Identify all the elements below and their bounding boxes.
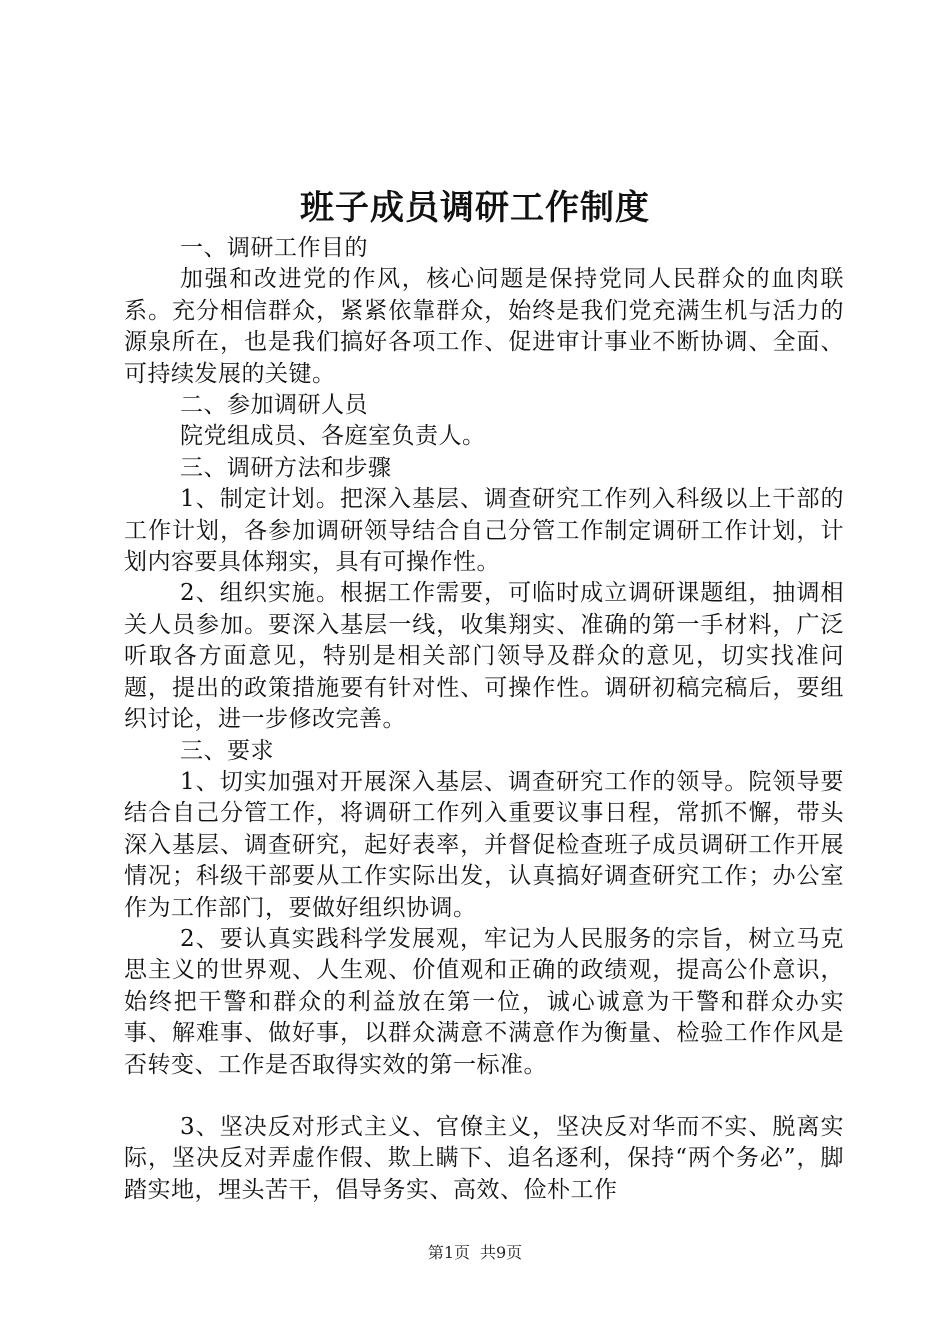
section-heading-participants: 二、参加调研人员 <box>180 392 368 419</box>
paragraph-requirements-3: 3、坚决反对形式主义、官僚主义，坚决反对华而不实、脱离实际，坚决反对弄虚作假、欺上瞒下、追名逐利，保持“两个务必”，脚踏实地，埋头苦干，倡导务实、高效、俭朴工作 <box>124 1113 844 1203</box>
document-body <box>124 233 844 1206</box>
paragraph-requirements-2: 2、要认真实践科学发展观，牢记为人民服务的宗旨，树立马克思主义的世界观、人生观、价值观和正确的政绩观，提高公仆意识，始终把干警和群众的利益放在第一位，诚心诚意为干警和群众办实事、解难事、做好事，以群众满意不满意作为衡量、检验工作作风是否转变、工作是否取得实效的第一标准。 <box>124 925 844 1078</box>
section-heading-methods: 三、调研方法和步骤 <box>180 454 392 481</box>
paragraph-methods-1: 1、制定计划。把深入基层、调查研究工作列入科级以上干部的工作计划，各参加调研领导结合自己分管工作制定调研工作计划，计划内容要具体翔实，具有可操作性。 <box>124 486 844 576</box>
paragraph-methods-2: 2、组织实施。根据工作需要，可临时成立调研课题组，抽调相关人员参加。要深入基层一线，收集翔实、准确的第一手材料，广泛听取各方面意见，特别是相关部门领导及群众的意见，切实找准问题，提出的政策措施要有针对性、可操作性。调研初稿完稿后，要组织讨论，进一步修改完善。 <box>124 580 844 733</box>
page-total: 共9页 <box>480 1243 523 1262</box>
document-title: 班子成员调研工作制度 <box>300 188 650 228</box>
page-number: 第1页 <box>427 1243 470 1262</box>
paragraph-requirements-1: 1、切实加强对开展深入基层、调查研究工作的领导。院领导要结合自己分管工作，将调研工作列入重要议事日程，常抓不懈，带头深入基层、调查研究，起好表率，并督促检查班子成员调研工作开展情况；科级干部要从工作实际出发，认真搞好调查研究工作；办公室作为工作部门，要做好组织协调。 <box>124 768 844 921</box>
section-heading-purpose: 一、调研工作目的 <box>180 235 368 261</box>
paragraph-purpose: 加强和改进党的作风，核心问题是保持党同人民群众的血肉联系。充分相信群众，紧紧依靠群众，始终是我们党充满生机与活力的源泉所在，也是我们搞好各项工作、促进审计事业不断协调、全面、可持续发展的关键。 <box>124 266 844 387</box>
page-footer <box>0 1242 950 1264</box>
paragraph-participants: 院党组成员、各庭室负责人。 <box>180 423 486 450</box>
section-heading-requirements: 三、要求 <box>180 737 274 764</box>
